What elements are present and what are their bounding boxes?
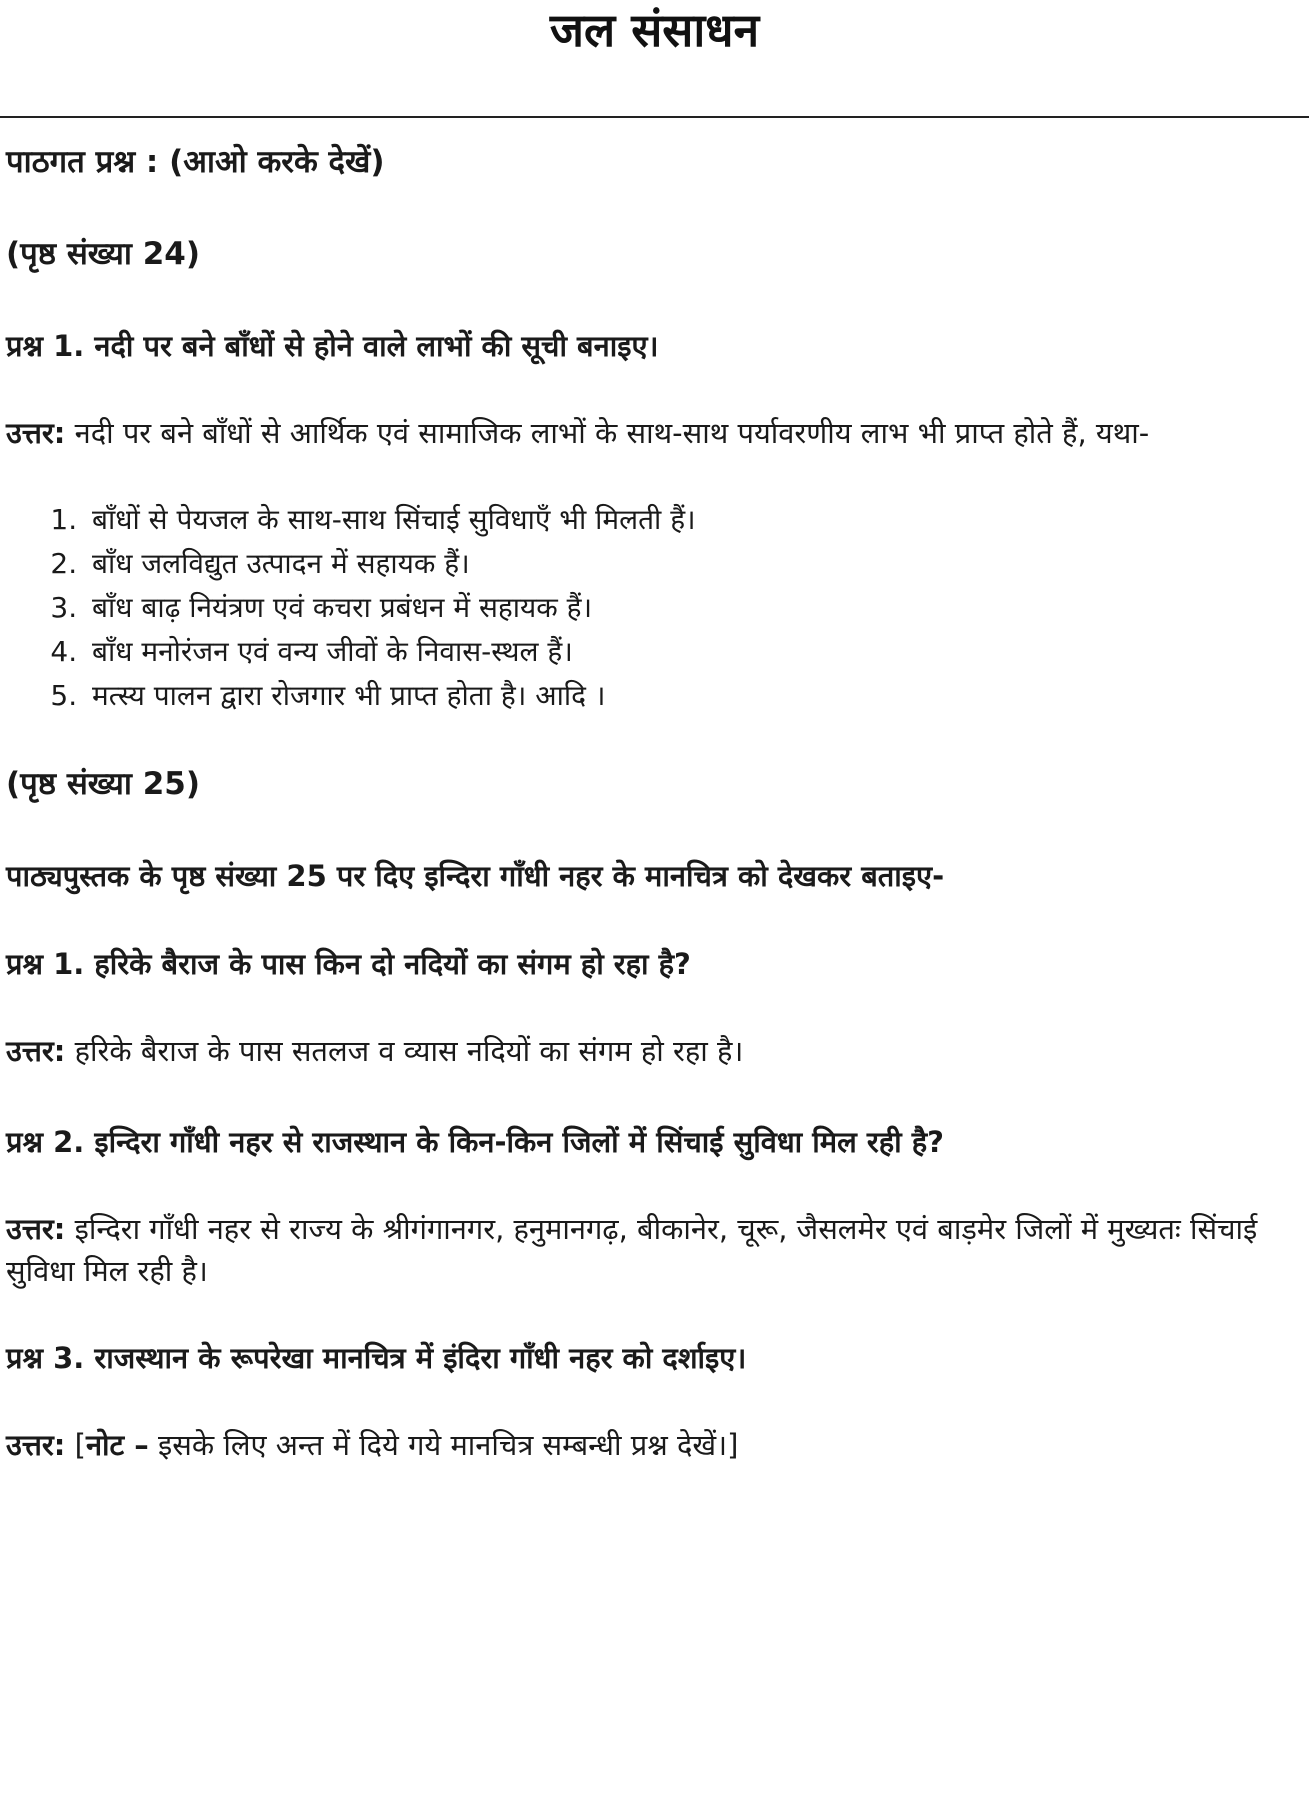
answer-bracket: [ [65,1428,86,1462]
section-heading: पाठगत प्रश्न : (आओ करके देखें) [6,144,385,180]
title-divider [0,116,1309,118]
answer-label: उत्तर: [6,1034,66,1068]
answer-1-dams [6,412,1302,454]
list-item: 4. बाँध मनोरंजन एवं वन्य जीवों के निवास-स्थल हैं। [86,630,1302,674]
answer-text: हरिके बैराज के पास सतलज व व्यास नदियों का संगम हो रहा है। [65,1034,744,1068]
answer-label: उत्तर: [6,1428,66,1462]
answer-text: नदी पर बने बाँधों से आर्थिक एवं सामाजिक लाभों के साथ-साथ पर्यावरणीय लाभ भी प्राप्त होते हैं, यथा- [65,416,1150,450]
list-item: 3. बाँध बाढ़ नियंत्रण एवं कचरा प्रबंधन में सहायक हैं। [86,586,1302,630]
question-3-map: प्रश्न 3. राजस्थान के रूपरेखा मानचित्र में इंदिरा गाँधी नहर को दर्शाइए। [6,1341,747,1375]
answer-note-label: नोट – [85,1428,149,1462]
page-reference-25: (पृष्ठ संख्या 25) [6,766,201,802]
list-item: 2. बाँध जलविद्युत उत्पादन में सहायक हैं। [86,542,1302,586]
answer-text: इन्दिरा गाँधी नहर से राज्य के श्रीगंगानगर, हनुमानगढ़, बीकानेर, चूरू, जैसलमेर एवं बाड़मेर जिलों में मुख्यतः सिंचाई सुविधा मिल रही है। [6,1212,1258,1288]
question-1-dams: प्रश्न 1. नदी पर बने बाँधों से होने वाले लाभों की सूची बनाइए। [6,329,659,363]
question-1-harike: प्रश्न 1. हरिके बैराज के पास किन दो नदियों का संगम हो रहा है? [6,947,691,981]
map-instruction: पाठ्यपुस्तक के पृष्ठ संख्या 25 पर दिए इन्दिरा गाँधी नहर के मानचित्र को देखकर बताइए- [6,859,945,893]
answer-1-harike [6,1030,1302,1072]
list-item: 5. मत्स्य पालन द्वारा रोजगार भी प्राप्त होता है। आदि । [86,674,1302,718]
page-title: जल संसाधन [549,3,760,57]
dam-benefits-list [6,498,1302,718]
page-reference-24: (पृष्ठ संख्या 24) [6,236,201,272]
answer-label: उत्तर: [6,416,66,450]
answer-2-districts [6,1208,1302,1292]
answer-label: उत्तर: [6,1212,66,1246]
answer-text: इसके लिए अन्त में दिये गये मानचित्र सम्बन्धी प्रश्न देखें।] [148,1428,739,1462]
answer-3-map [6,1424,1302,1466]
question-2-districts: प्रश्न 2. इन्दिरा गाँधी नहर से राजस्थान के किन-किन जिलों में सिंचाई सुविधा मिल रही है? [6,1125,944,1159]
document-content [6,140,1302,1466]
list-item: 1. बाँधों से पेयजल के साथ-साथ सिंचाई सुविधाएँ भी मिलती हैं। [86,498,1302,542]
